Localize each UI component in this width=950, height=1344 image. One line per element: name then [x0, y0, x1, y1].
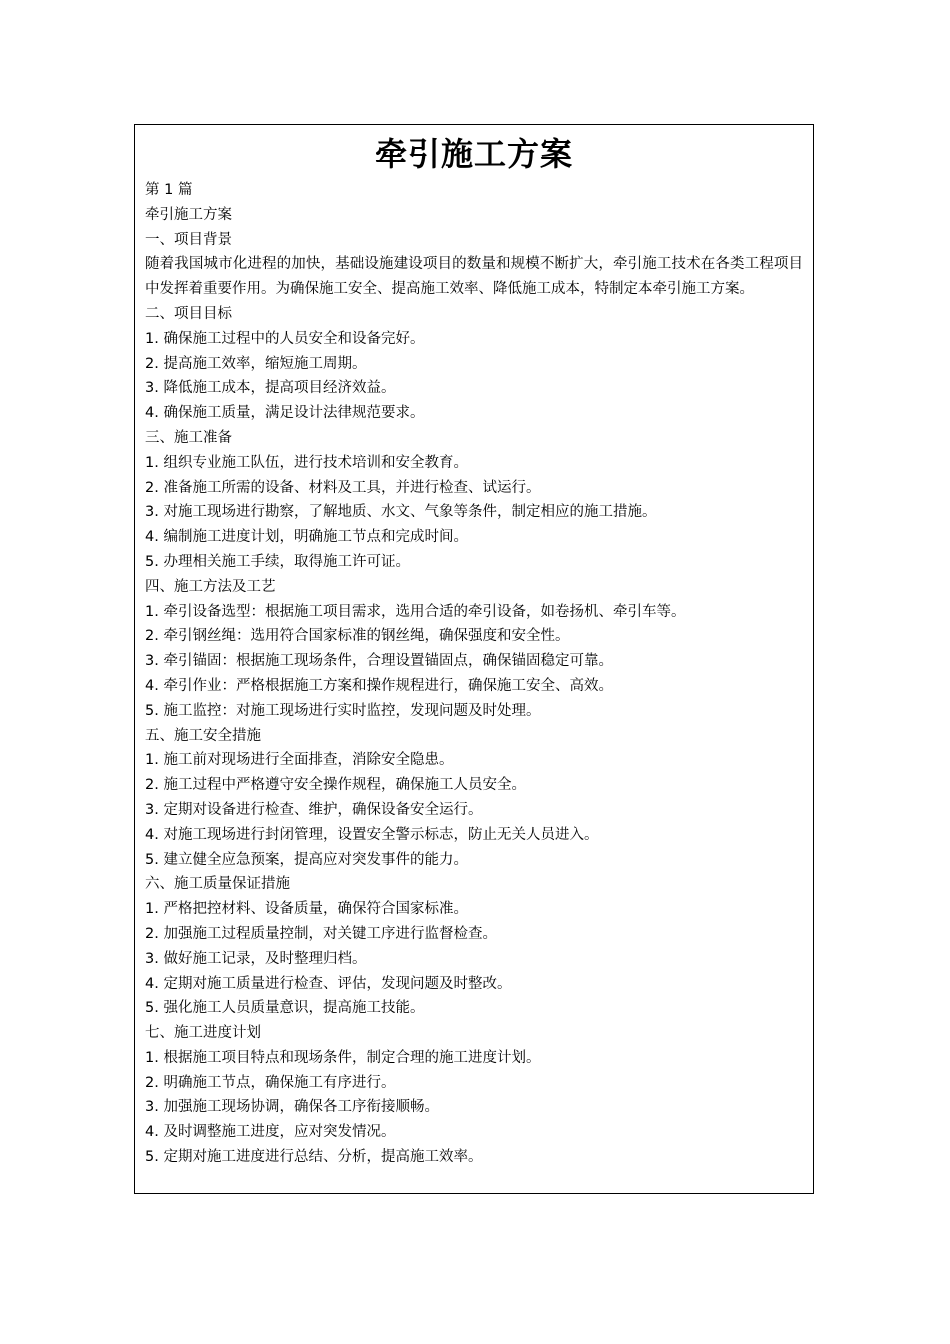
list-item: 2. 加强施工过程质量控制，对关键工序进行监督检查。 [145, 925, 497, 942]
list-item: 1. 牵引设备选型：根据施工项目需求，选用合适的牵引设备，如卷扬机、牵引车等。 [145, 603, 686, 620]
list-item: 1. 确保施工过程中的人员安全和设备完好。 [145, 330, 425, 347]
list-item: 4. 定期对施工质量进行检查、评估，发现问题及时整改。 [145, 975, 512, 992]
list-item: 3. 牵引锚固：根据施工现场条件，合理设置锚固点，确保锚固稳定可靠。 [145, 653, 613, 670]
list-item: 3. 做好施工记录，及时整理归档。 [145, 950, 367, 967]
list-item: 5. 定期对施工进度进行总结、分析，提高施工效率。 [145, 1149, 483, 1166]
list-item: 1. 施工前对现场进行全面排查，消除安全隐患。 [145, 752, 454, 769]
list-item: 2. 明确施工节点，确保施工有序进行。 [145, 1074, 396, 1091]
list-item: 3. 定期对设备进行检查、维护，确保设备安全运行。 [145, 801, 483, 818]
document-frame [134, 124, 814, 1194]
list-item: 2. 牵引钢丝绳：选用符合国家标准的钢丝绳，确保强度和安全性。 [145, 628, 570, 645]
section-heading: 二、项目目标 [145, 305, 232, 322]
list-item: 5. 施工监控：对施工现场进行实时监控，发现问题及时处理。 [145, 702, 541, 719]
list-item: 4. 编制施工进度计划，明确施工节点和完成时间。 [145, 529, 468, 546]
list-item: 3. 对施工现场进行勘察，了解地质、水文、气象等条件，制定相应的施工措施。 [145, 504, 657, 521]
section-heading: 七、施工进度计划 [145, 1025, 261, 1042]
list-item: 2. 准备施工所需的设备、材料及工具，并进行检查、试运行。 [145, 479, 541, 496]
section-heading: 三、施工准备 [145, 429, 232, 446]
list-item: 1. 组织专业施工队伍，进行技术培训和安全教育。 [145, 454, 468, 471]
list-item: 1. 严格把控材料、设备质量，确保符合国家标准。 [145, 901, 468, 918]
list-item: 2. 提高施工效率，缩短施工周期。 [145, 355, 367, 372]
chapter-label: 第 1 篇 [145, 182, 193, 198]
list-item: 3. 降低施工成本，提高项目经济效益。 [145, 380, 396, 397]
list-item: 3. 加强施工现场协调，确保各工序衔接顺畅。 [145, 1099, 439, 1116]
section-heading: 五、施工安全措施 [145, 727, 261, 744]
list-item: 4. 及时调整施工进度，应对突发情况。 [145, 1124, 396, 1141]
list-item: 4. 牵引作业：严格根据施工方案和操作规程进行，确保施工安全、高效。 [145, 677, 613, 694]
list-item: 5. 建立健全应急预案，提高应对突发事件的能力。 [145, 851, 468, 868]
list-item: 5. 强化施工人员质量意识，提高施工技能。 [145, 1000, 425, 1017]
list-item: 4. 对施工现场进行封闭管理，设置安全警示标志，防止无关人员进入。 [145, 826, 599, 843]
list-item: 1. 根据施工项目特点和现场条件，制定合理的施工进度计划。 [145, 1049, 541, 1066]
list-item: 4. 确保施工质量，满足设计法律规范要求。 [145, 405, 425, 422]
section-heading: 一、项目背景 [145, 231, 232, 248]
document-title: 牵引施工方案 [374, 135, 573, 173]
section-heading: 六、施工质量保证措施 [145, 876, 290, 893]
list-item: 5. 办理相关施工手续，取得施工许可证。 [145, 553, 410, 570]
list-item: 2. 施工过程中严格遵守安全操作规程，确保施工人员安全。 [145, 777, 526, 794]
section-heading: 四、施工方法及工艺 [145, 578, 276, 595]
section-paragraph: 随着我国城市化进程的加快，基础设施建设项目的数量和规模不断扩大，牵引施工技术在各类工程项目中发挥着重要作用。为确保施工安全、提高施工效率、降低施工成本，特制定本牵引施工方案。 [145, 256, 803, 298]
document-subtitle: 牵引施工方案 [145, 206, 232, 223]
